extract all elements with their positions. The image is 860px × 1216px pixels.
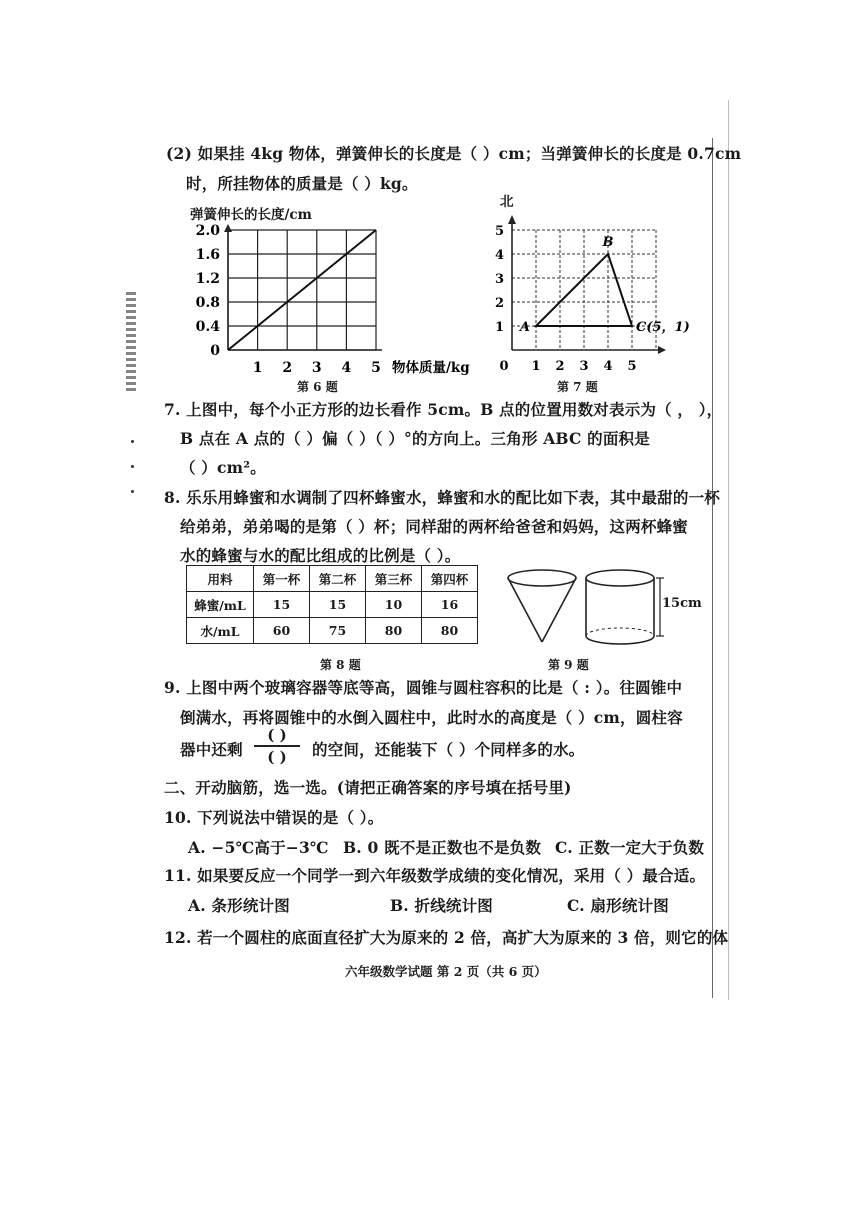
fraction-denominator: ( ) (267, 748, 287, 766)
cylinder-bottom-arc (586, 636, 654, 644)
q9-caption: 第 9 题 (548, 658, 589, 672)
chart7-y-tick-label: 3 (494, 272, 504, 287)
q9-line3a: 器中还剩 (180, 740, 243, 759)
q9-line1: 9. 上图中两个玻璃容器等底等高，圆锥与圆柱容积的比是（ : ）。往圆锥中 (164, 678, 683, 697)
q11-option-b: B. 折线统计图 (390, 896, 493, 915)
page-footer: 六年级数学试题 第 2 页（共 6 页） (345, 964, 547, 979)
table-cell: 蜂蜜/mL (187, 592, 254, 618)
chart7-x-tick-label: 5 (627, 359, 637, 374)
chart6-caption: 第 6 题 (297, 380, 338, 394)
binding-edge-mark (126, 292, 136, 392)
chart6-series-line (228, 230, 376, 350)
honey-ratio-table (186, 565, 478, 644)
chart6-ylabel: 弹簧伸长的长度/cm (190, 207, 312, 223)
table-header-cell: 第三杯 (366, 566, 422, 592)
section2-note: (请把正确答案的序号填在括号里) (336, 778, 572, 797)
table-cell: 60 (254, 618, 310, 644)
chart6-x-tick-label: 3 (311, 360, 322, 376)
table-header-cell: 第二杯 (310, 566, 366, 592)
q12-stem: 12. 若一个圆柱的底面直径扩大为原来的 2 倍，高扩大为原来的 3 倍，则它的体 (164, 928, 729, 947)
table-cell: 15 (254, 592, 310, 618)
chart6-x-tick-label: 2 (282, 360, 293, 376)
q6-line2: 时，所挂物体的质量是（ ）kg。 (186, 174, 418, 193)
q8-line2: 给弟弟，弟弟喝的是第（ ）杯；同样甜的两杯给爸爸和妈妈，这两杯蜂蜜 (180, 517, 688, 536)
binding-dot (131, 490, 134, 493)
table-cell: 80 (422, 618, 478, 644)
chart6-xlabel: 物体质量/kg (392, 360, 470, 376)
q11-option-c: C. 扇形统计图 (567, 896, 669, 915)
q10-option-b: B. 0 既不是正数也不是负数 (343, 838, 542, 857)
q9-line3b: 的空间，还能装下（ ）个同样多的水。 (312, 740, 585, 759)
page-border-line (712, 138, 713, 998)
chart7-point-label-b: B (602, 235, 614, 250)
q8-line3: 水的蜂蜜与水的配比组成的比例是（ ）。 (180, 546, 461, 565)
table-row (187, 592, 478, 618)
table-cell: 水/mL (187, 618, 254, 644)
chart6-x-tick-label: 5 (371, 360, 381, 376)
chart6-y-tick-label: 0.4 (195, 319, 220, 335)
table-row (187, 618, 478, 644)
cone-left-edge (508, 578, 542, 642)
chart6-x-tick-label: 1 (252, 360, 263, 376)
chart6-spring-graph (190, 222, 490, 392)
q8-line1: 8. 乐乐用蜂蜜和水调制了四杯蜂蜜水，蜂蜜和水的配比如下表，其中最甜的一杯 (164, 488, 720, 507)
chart7-y-arrow (508, 215, 516, 224)
cone-top-ellipse (508, 570, 576, 586)
chart7-point-label-c: C(5，1) (636, 320, 690, 335)
chart7-y-tick-label: 5 (494, 224, 504, 239)
chart6-y-tick-label: 0.8 (195, 295, 220, 311)
q7-line1: 7. 上图中，每个小正方形的边长看作 5cm。B 点的位置用数对表示为（ ， ）， (164, 400, 723, 419)
chart6-y-tick-label: 0 (210, 343, 220, 359)
chart7-caption: 第 7 题 (557, 380, 598, 394)
cone-right-edge (542, 578, 576, 642)
q7-line2: B 点在 A 点的（ ）偏（ ）（ ）°的方向上。三角形 ABC 的面积是 (180, 429, 650, 448)
section2-heading (164, 776, 572, 798)
section2-title: 二、开动脑筋，选一选。 (164, 778, 337, 797)
chart7-x-tick-label: 3 (579, 359, 589, 374)
chart7-x-tick-label: 1 (531, 359, 541, 374)
chart6-y-tick-label: 2.0 (195, 223, 220, 239)
table-header-cell: 用料 (187, 566, 254, 592)
table-cell: 10 (366, 592, 422, 618)
chart7-triangle-grid (490, 212, 690, 380)
chart7-x-tick-label: 4 (603, 359, 613, 374)
chart7-y-tick-label: 2 (494, 296, 504, 311)
q10-option-a: A. −5℃高于−3℃ (188, 838, 329, 857)
chart6-y-tick-label: 1.6 (195, 247, 220, 263)
chart7-y-tick-label: 1 (494, 320, 504, 335)
chart6-x-tick-label: 4 (341, 360, 352, 376)
page-border-line-outer (728, 100, 729, 1000)
q10-option-c: C. 正数一定大于负数 (555, 838, 705, 857)
q9-line2: 倒满水，再将圆锥中的水倒入圆柱中，此时水的高度是（ ）cm，圆柱容 (180, 708, 683, 727)
chart7-x-tick-label: 2 (555, 359, 565, 374)
chart7-point-label-a: A (519, 320, 530, 335)
table-header-cell: 第一杯 (254, 566, 310, 592)
q6-line1: (2) 如果挂 4kg 物体，弹簧伸长的长度是（ ）cm；当弹簧伸长的长度是 0.7cm (166, 144, 742, 163)
table-cell: 16 (422, 592, 478, 618)
table-cell: 80 (366, 618, 422, 644)
chart6-y-arrow (224, 224, 232, 232)
cylinder-height-label: 15cm (662, 596, 702, 611)
q8-caption: 第 8 题 (320, 658, 361, 672)
q10-stem: 10. 下列说法中错误的是（ ）。 (164, 808, 384, 827)
q11-option-a: A. 条形统计图 (188, 896, 290, 915)
chart6-y-tick-label: 1.2 (195, 271, 220, 287)
binding-dot (131, 440, 134, 443)
chart7-x-tick-label: 0 (499, 359, 509, 374)
chart7-y-tick-label: 4 (494, 248, 504, 263)
fraction-numerator: ( ) (267, 726, 287, 744)
chart7-north-label: 北 (500, 194, 514, 210)
table-header-cell: 第四杯 (422, 566, 478, 592)
q7-line3: （ ）cm²。 (180, 458, 266, 477)
table-header-row (187, 566, 478, 592)
cylinder-top-ellipse (586, 570, 654, 586)
cylinder-bottom-hidden-arc (586, 628, 654, 636)
q11-stem: 11. 如果要反应一个同学一到六年级数学成绩的变化情况，采用（ ）最合适。 (164, 866, 706, 885)
fraction-bar (254, 745, 300, 747)
table-cell: 75 (310, 618, 366, 644)
table-cell: 15 (310, 592, 366, 618)
binding-dot (131, 465, 134, 468)
chart7-x-arrow (658, 346, 666, 354)
